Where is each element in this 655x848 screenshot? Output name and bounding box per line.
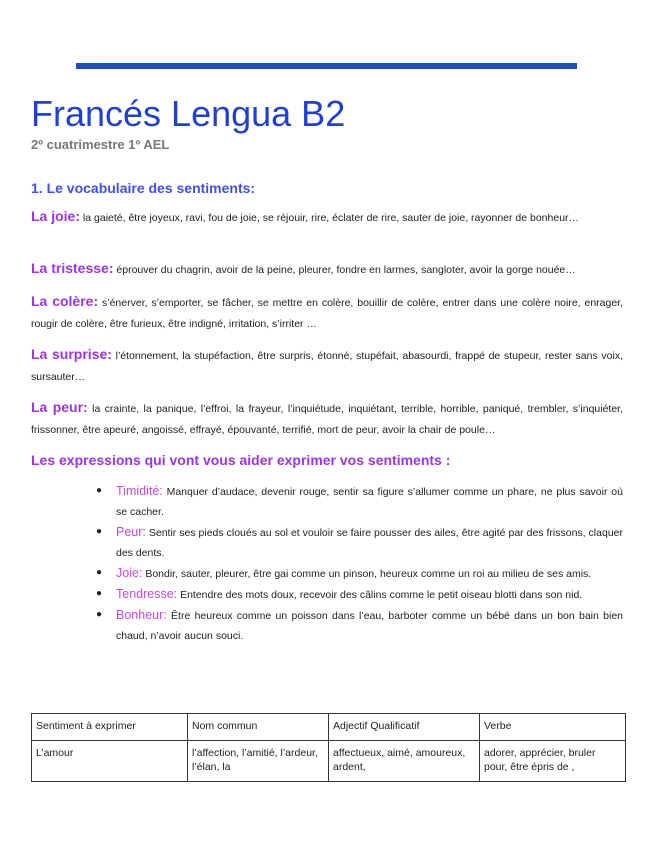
item-label: Joie: xyxy=(116,566,143,580)
entry-text: l’étonnement, la stupéfaction, être surpris, étonné, stupéfait, abasourdi, frappé de stupeur, rester sans voix, sursauter… xyxy=(31,350,623,383)
page-subtitle: 2º cuatrimestre 1º AEL xyxy=(31,137,170,152)
table-cell: adorer, apprécier, bruler pour, être épris de , xyxy=(480,741,626,782)
table-header-row xyxy=(32,714,626,741)
page-title: Francés Lengua B2 xyxy=(31,93,346,134)
list-item xyxy=(96,481,623,522)
section-heading-expressions: Les expressions qui vont vous aider exprimer vos sentiments : xyxy=(31,452,451,468)
table-cell: affectueux, aimé, amoureux, ardent, xyxy=(329,741,480,782)
list-item xyxy=(96,584,623,605)
table-cell: L’amour xyxy=(32,741,188,782)
bullet-icon: ● xyxy=(96,588,103,599)
entry-label: La joie: xyxy=(31,208,81,224)
item-text: Être heureux comme un poisson dans l’eau, barboter comme un bébé dans un bon bain bien chaud, n’avoir aucun souci. xyxy=(116,610,623,642)
table-header-cell: Adjectif Qualificatif xyxy=(329,714,480,741)
expressions-list xyxy=(96,481,623,646)
entry-label: La peur: xyxy=(31,399,88,415)
table-row xyxy=(32,741,626,782)
entry-surprise xyxy=(31,344,623,388)
item-text: Bondir, sauter, pleurer, être gai comme un pinson, heureux comme un roi au milieu de ses amis. xyxy=(142,568,592,580)
list-item xyxy=(96,563,623,584)
entry-text: la gaieté, être joyeux, ravi, fou de joie, se réjouir, rire, éclater de rire, sauter de joie, rayonner de bonheur… xyxy=(80,212,580,224)
table-cell: l’affection, l’amitié, l’ardeur, l’élan, la xyxy=(188,741,329,782)
item-text: Sentir ses pieds cloués au sol et vouloir se faire pousser des ailes, être agité par des frissons, claquer des dents. xyxy=(116,527,623,559)
list-item xyxy=(96,522,623,563)
entry-label: La colère: xyxy=(31,293,99,309)
table-header-cell: Verbe xyxy=(480,714,626,741)
entry-colere xyxy=(31,291,623,335)
bullet-icon: ● xyxy=(96,609,103,620)
table-header-cell: Nom commun xyxy=(188,714,329,741)
item-label: Timidité: xyxy=(116,484,163,498)
list-item xyxy=(96,605,623,646)
entry-text: éprouver du chagrin, avoir de la peine, pleurer, fondre en larmes, sangloter, avoir la gorge nouée… xyxy=(113,264,576,276)
vocabulary-table xyxy=(31,713,626,782)
item-label: Bonheur: xyxy=(116,608,167,622)
bullet-icon: ● xyxy=(96,526,103,537)
bullet-icon: ● xyxy=(96,567,103,578)
entry-label: La surprise: xyxy=(31,346,112,362)
entry-text: la crainte, la panique, l’effroi, la frayeur, l’inquiétude, inquiétant, terrible, horrible, paniqué, trembler, s’inquiéter, frissonner, être apeuré, angoissé, effrayé, épouvanté, terrifié, mort de peur, avoir la chair de poule… xyxy=(31,403,624,436)
bullet-icon: ● xyxy=(96,485,103,496)
item-text: Entendre des mots doux, recevoir des câlins comme le petit oiseau blotti dans son nid. xyxy=(177,589,583,601)
entry-label: La tristesse: xyxy=(31,260,114,276)
section-heading-vocabulary: 1. Le vocabulaire des sentiments: xyxy=(31,180,256,196)
item-label: Tendresse: xyxy=(116,587,178,601)
table-header-cell: Sentiment à exprimer xyxy=(32,714,188,741)
item-label: Peur: xyxy=(116,525,146,539)
entry-text: s’énerver, s’emporter, se fâcher, se mettre en colère, bouillir de colère, entrer dans une colère noire, enrager, rougir de colère, être furieux, être indigné, irritation, s’irriter … xyxy=(31,297,624,330)
top-rule xyxy=(76,63,577,69)
entry-peur xyxy=(31,397,623,441)
item-text: Manquer d’audace, devenir rouge, sentir sa figure s’allumer comme un phare, ne plus savoir où se cacher. xyxy=(116,486,623,518)
entry-tristesse xyxy=(31,258,623,281)
entry-joie xyxy=(31,206,623,229)
